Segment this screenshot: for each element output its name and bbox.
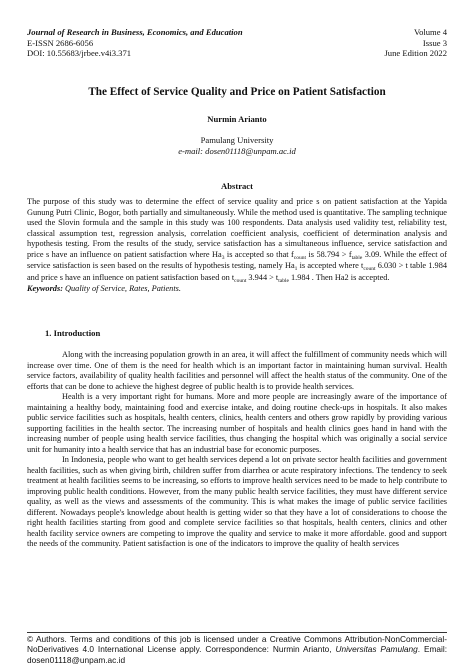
keywords: Quality of Service, Rates, Patients. — [62, 284, 181, 293]
footer-divider — [27, 632, 447, 633]
abstract-text: 3.944 > t — [246, 272, 279, 282]
subscript: table — [278, 277, 289, 284]
issn: E-ISSN 2686-6056 — [27, 37, 94, 48]
license-footer — [27, 634, 447, 665]
section-heading: 1. Introduction — [45, 328, 101, 338]
doi: DOI: 10.55683/jrbee.v4i3.371 — [27, 48, 132, 58]
issue-info — [384, 27, 447, 59]
subscript: count — [293, 254, 307, 261]
footer-text: © Authors. Terms and conditions of this job is licensed under a Creative Commons Attribution-NonCommercial-NoDerivatives 4.0 International License apply. Correspondence: Nurmin Arianto, — [27, 634, 447, 655]
abstract-body — [27, 197, 447, 295]
paragraph: Along with the increasing population growth in an area, it will affect the fulfillment of community needs which will increase over time. One of them is the need for health which is an important factor in maintaining human survival. Health service factors, availability of quality health facilities and personnel will affect the health status of the community. One of the efforts that can be done to achieve the highest degree of public health is to provide health services. — [27, 350, 447, 391]
paper-title: The Effect of Service Quality and Price on Patient Satisfaction — [88, 86, 386, 98]
abstract-text: is accepted where t — [297, 261, 364, 270]
footer-text: . Email: dosen01118@unpam.ac.id — [27, 644, 447, 665]
subscript: count — [363, 266, 376, 272]
abstract-text: The purpose of this study was to determine the effect of service quality and price s on patient satisfaction at the Yapida Gunung Putri Clinic, Bogor, both partially and simultaneously. While the method used is quantitative. The sampling technique used the Slovin formula and the sample in this study was 100 respondents. Data analysis used validity test, reliability test, classical assumption test, regression analysis, correlation coefficient analysis, coefficient of determination analysis and hypothesis testing. From the results of the study, service satisfaction has a simultaneous influence, service satisfaction and price s have an influence on patient satisfaction where Ha — [27, 197, 447, 259]
journal-header — [27, 27, 243, 59]
introduction-body — [27, 350, 447, 550]
abstract-heading: Abstract — [221, 181, 253, 191]
subscript: table — [351, 254, 363, 261]
affiliation — [0, 135, 474, 156]
footer-institution: Universitas Pamulang — [335, 644, 418, 655]
author-name: Nurmin Arianto — [207, 114, 267, 124]
keywords-label: Keywords: — [27, 284, 63, 293]
paragraph: Health is a very important right for humans. More and more people are increasingly aware of the importance of maintaining a healthy body, maintaining food and exercise intake, and doing routine check-ups in hospitals. It also makes public service facilities such as hospitals, health centers, clinics, health centers and others grow rapidly by providing various supporting facilities in the health sector. The increasing number of hospitals and health clinics goes hand in hand with the increasing number of people using health service facilities, thus changing the hospital which was originally a social service unit for humanity into a health service that has an industrial base for economic purposes. — [27, 392, 447, 454]
abstract-text: is accepted so that f — [224, 249, 294, 259]
edition: June Edition 2022 — [384, 48, 447, 58]
institution: Pamulang University — [200, 135, 274, 145]
abstract-text: 1.984 . Then Ha2 is accepted. — [288, 272, 390, 282]
subscript: 1 — [294, 266, 298, 272]
subscript: count — [234, 277, 247, 284]
issue: Issue 3 — [422, 37, 447, 48]
subscript: 3 — [221, 254, 225, 261]
abstract-text: 6.030 > t table 1.984 and price s have an influence on patient satisfaction based on t — [27, 261, 447, 282]
author-email: e-mail: dosen01118@unpam.ac.id — [178, 145, 296, 156]
abstract-text: is 58.794 > f — [306, 249, 352, 259]
paragraph: In Indonesia, people who want to get health services depend a lot on private sector health facilities and government health facilities, such as when giving birth, children suffer from diarrhea or acute respiratory infections. The tendency to seek treatment at health facilities seems to be increasing, so efforts to improve health services need to be made to help contribute to improving public health conditions. However, from the many public health service facilities, they must have different service quality, as well as the views and assessments of the community. This is what makes the image of public service facilities different. Nowadays people's knowledge about health is getting wider so that they have a lot of considerations to choose the right health facilities starting from good and complete service facilities so that hospitals, health centers, clinics and other health facility service owners are competing to improve the quality and service to make it more affordable. good and support the needs of the community. Patient satisfaction is one of the indicators to improve the quality of health services — [27, 455, 447, 548]
abstract-text: 3.09. While the effect of service satisfaction is seen based on the results of hypothesis testing, namely Ha — [27, 249, 447, 270]
volume: Volume 4 — [413, 27, 447, 37]
journal-name: Journal of Research in Business, Economics, and Education — [27, 27, 243, 37]
